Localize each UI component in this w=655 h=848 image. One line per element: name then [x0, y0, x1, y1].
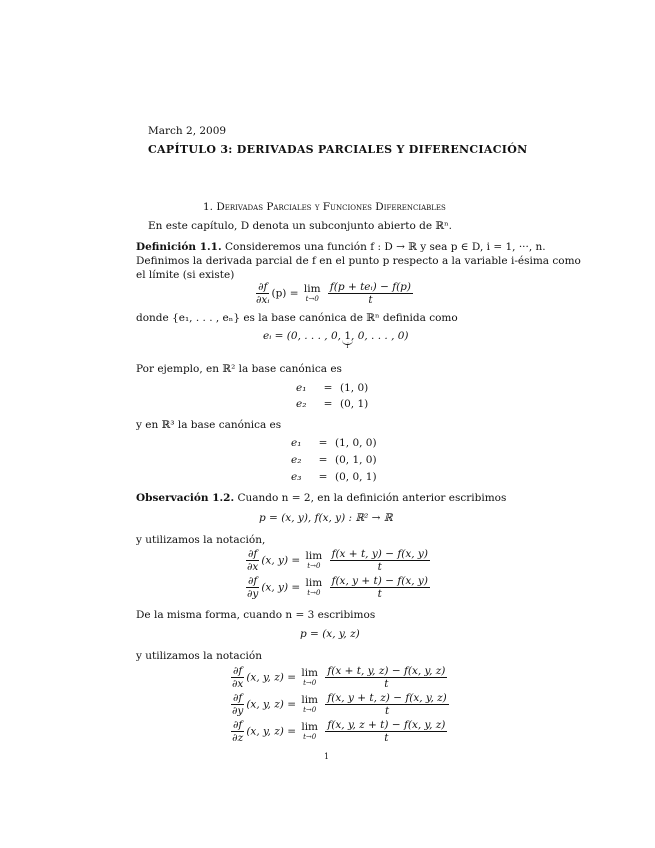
- intro-paragraph: En este capítulo, D denota un subconjunto abierto de ℝⁿ.: [148, 220, 452, 232]
- r2-basis-row-2: e₂ = (0, 1): [296, 398, 369, 410]
- page-number: 1: [324, 752, 330, 761]
- r3-basis-row-1: e₁ = (1, 0, 0): [291, 437, 377, 449]
- observation-equation: p = (x, y), f(x, y) : ℝ² → ℝ: [259, 512, 393, 524]
- example-r2-text: Por ejemplo, en ℝ² la base canónica es: [136, 363, 342, 375]
- partial-x-3d-equation: $\frac{\partial f}{\partial x}$ (x, y, z) = lim t→0 $\frac{f(x + t, y, z) - f(x, y, z)}{t}$: [231, 665, 446, 690]
- partial-x-2d-equation: $\frac{\partial f}{\partial x}$ (x, y) = lim t→0 $\frac{f(x + t, y) - f(x, y)}{t}$: [246, 548, 428, 573]
- definition-label: Definición 1.1.: [136, 241, 222, 253]
- r3-basis-row-3: e₃ = (0, 0, 1): [291, 471, 377, 483]
- date: March 2, 2009: [148, 125, 227, 137]
- partial-y-3d-equation: $\frac{\partial f}{\partial y}$ (x, y, z) = lim t→0 $\frac{f(x, y + t, z) - f(x, y, z)}{t}$: [231, 692, 447, 717]
- section-title: 1. Derivadas Parciales y Funciones Diferenciables: [203, 201, 446, 213]
- partial-z-3d-equation: $\frac{\partial f}{\partial z}$ (x, y, z) = lim t→0 $\frac{f(x, y, z + t) - f(x, y, z)}{t}$: [232, 719, 446, 744]
- r2-basis-row-1: e₁ = (1, 0): [296, 382, 369, 394]
- same-form-text: De la misma forma, cuando n = 3 escribimos: [136, 609, 376, 621]
- definition-line-3: el límite (si existe): [136, 269, 235, 281]
- r3-basis-row-2: e₂ = (0, 1, 0): [291, 454, 377, 466]
- partial-derivative-definition-equation: $\frac{\partial f}{\text{∂xᵢ}}$ (p) = lim t→0 $\frac{\text{f(p + teᵢ) − f(p)}}{t}$: [256, 281, 411, 306]
- partial-y-2d-equation: $\frac{\partial f}{\partial y}$ (x, y) = lim t→0 $\frac{f(x, y + t) - f(x, y)}{t}$: [246, 575, 428, 600]
- canonical-basis-equation: eᵢ = (0, . . . , 0, 1 i , 0, . . . , 0): [263, 330, 409, 350]
- observation-label: Observación 1.2.: [136, 492, 235, 504]
- notation-text-2d: y utilizamos la notación,: [136, 534, 266, 546]
- definition-line-1: [136, 240, 546, 254]
- definition-line-2: Definimos la derivada parcial de f en el punto p respecto a la variable i-ésima como: [136, 255, 581, 267]
- basis-description: donde {e₁, . . . , eₙ} es la base canónica de ℝⁿ definida como: [136, 312, 458, 324]
- observation-equation-3d: p = (x, y, z): [300, 628, 360, 640]
- chapter-title: CAPÍTULO 3: DERIVADAS PARCIALES Y DIFERENCIACIÓN: [148, 143, 528, 156]
- observation-line: [136, 491, 506, 505]
- definition-text-1: Consideremos una función f : D → ℝ y sea p ∈ D, i = 1, ···, n.: [224, 241, 546, 253]
- observation-text: Cuando n = 2, en la definición anterior escribimos: [237, 492, 507, 504]
- example-r3-text: y en ℝ³ la base canónica es: [136, 419, 282, 431]
- notation-text-3d: y utilizamos la notación: [136, 650, 262, 662]
